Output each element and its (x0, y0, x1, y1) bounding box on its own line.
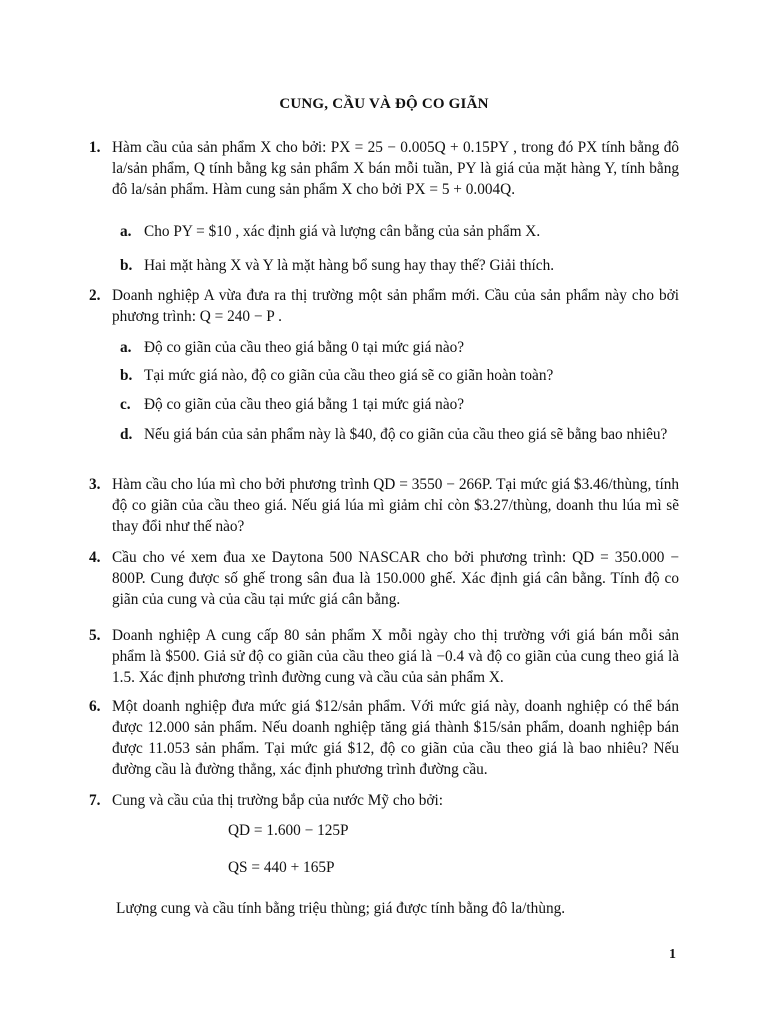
question-number: 4. (89, 549, 101, 566)
question-text: Cung và cầu của thị trường bắp của nước Mỹ cho bởi: (112, 792, 443, 809)
q2-sub-a (120, 337, 680, 358)
question-text: Doanh nghiệp A cung cấp 80 sản phẩm X mỗi ngày cho thị trường với giá bán mỗi sản phẩm là $500. Giả sử độ co giãn của cầu theo giá là −0.4 và độ co giãn của cung theo giá là 1.5. Xác định phương trình đường cung và cầu của sản phẩm X. (112, 627, 679, 686)
q2-sub-d (120, 424, 680, 445)
sub-number: a. (120, 339, 132, 356)
sub-text: Tại mức giá nào, độ co giãn của cầu theo giá sẽ co giãn hoàn toàn? (144, 367, 554, 384)
question-1 (89, 137, 679, 200)
question-7 (89, 790, 679, 811)
demand-equation: QD = 1.600 − 125P (228, 822, 349, 839)
question-number: 6. (89, 698, 101, 715)
question-2 (89, 285, 679, 327)
question-3 (89, 474, 679, 537)
sub-number: b. (120, 367, 133, 384)
sub-number: a. (120, 223, 132, 240)
sub-text: Cho PY = $10 , xác định giá và lượng cân bằng của sản phẩm X. (144, 223, 541, 240)
question-5 (89, 625, 679, 688)
q1-sub-b (120, 255, 680, 276)
q2-sub-b (120, 365, 680, 386)
units-note: Lượng cung và cầu tính bằng triệu thùng; giá được tính bằng đô la/thùng. (116, 900, 566, 917)
sub-text: Nếu giá bán của sản phẩm này là $40, độ co giãn của cầu theo giá sẽ bằng bao nhiêu? (144, 426, 668, 443)
question-number: 2. (89, 287, 101, 304)
sub-number: b. (120, 257, 133, 274)
question-text: Hàm cầu cho lúa mì cho bởi phương trình QD = 3550 − 266P. Tại mức giá $3.46/thùng, tính độ co giãn của cầu theo giá. Nếu giá lúa mì giảm chỉ còn $3.27/thùng, doanh thu lúa mì sẽ thay đổi như thế nào? (112, 476, 679, 535)
question-text: Cầu cho vé xem đua xe Daytona 500 NASCAR cho bởi phương trình: QD = 350.000 − 800P. Cung được số ghế trong sân đua là 150.000 ghế. Xác định giá cân bằng. Tính độ co giãn của cung và của cầu tại mức giá cân bằng. (112, 549, 679, 608)
question-6 (89, 696, 679, 780)
page-number: 1 (669, 947, 676, 962)
sub-text: Độ co giãn của cầu theo giá bằng 0 tại mức giá nào? (144, 339, 465, 356)
question-4 (89, 547, 679, 610)
question-number: 5. (89, 627, 101, 644)
question-number: 1. (89, 139, 101, 156)
question-text: Hàm cầu của sản phẩm X cho bởi: PX = 25 − 0.005Q + 0.15PY , trong đó PX tính bằng đô la/sản phẩm, Q tính bằng kg sản phẩm X bán mỗi tuần, PY là giá của mặt hàng Y, tính bằng đô la/sản phẩm. Hàm cung sản phẩm X cho bởi PX = 5 + 0.004Q. (112, 139, 679, 198)
question-number: 7. (89, 792, 101, 809)
sub-number: c. (120, 396, 131, 413)
q1-sub-a (120, 221, 680, 242)
question-text: Một doanh nghiệp đưa mức giá $12/sản phẩm. Với mức giá này, doanh nghiệp có thể bán được 12.000 sản phẩm. Nếu doanh nghiệp tăng giá thành $15/sản phẩm, doanh nghiệp bán được 11.053 sản phẩm. Tại mức giá $12, độ co giãn của cầu theo giá là bao nhiêu? Nếu đường cầu là đường thẳng, xác định phương trình đường cầu. (112, 698, 679, 778)
q2-sub-c (120, 394, 680, 415)
supply-equation: QS = 440 + 165P (228, 859, 335, 876)
sub-text: Độ co giãn của cầu theo giá bằng 1 tại mức giá nào? (144, 396, 465, 413)
sub-text: Hai mặt hàng X và Y là mặt hàng bổ sung hay thay thế? Giải thích. (144, 257, 555, 274)
page-title: CUNG, CẦU VÀ ĐỘ CO GIÃN (279, 96, 489, 112)
question-text: Doanh nghiệp A vừa đưa ra thị trường một sản phẩm mới. Cầu của sản phẩm này cho bởi phương trình: Q = 240 − P . (112, 287, 679, 325)
question-number: 3. (89, 476, 101, 493)
sub-number: d. (120, 426, 133, 443)
